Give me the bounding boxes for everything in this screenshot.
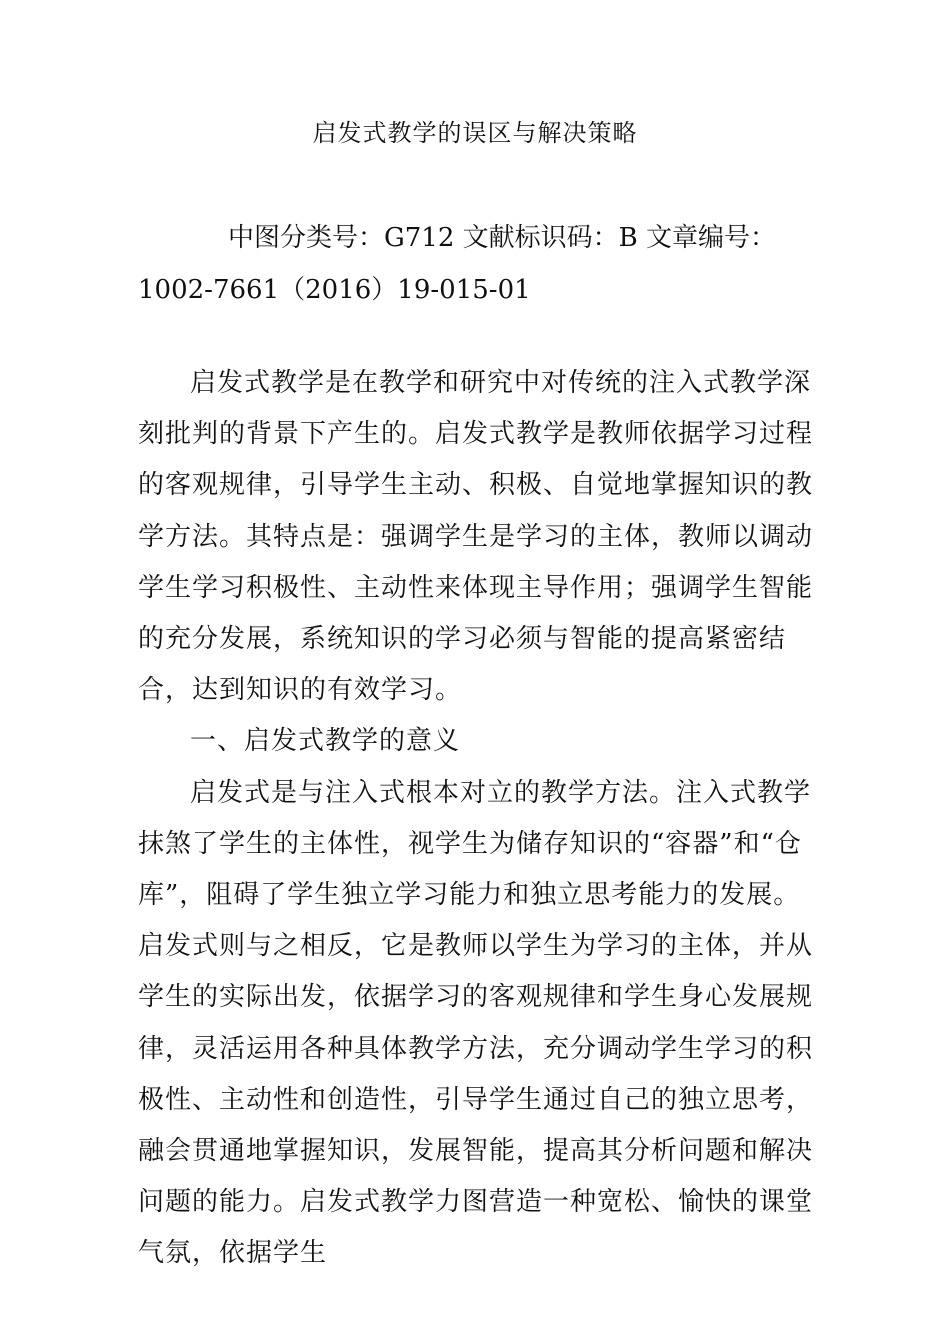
- paragraph-intro: 启发式教学是在教学和研究中对传统的注入式教学深刻批判的背景下产生的。启发式教学是教师依据学习过程的客观规律，引导学生主动、积极、自觉地掌握知识的教学方法。其特点是：强调学生是学习的主体，教师以调动学生学习积极性、主动性来体现主导作用；强调学生智能的充分发展，系统知识的学习必须与智能的提高紧密结合，达到知识的有效学习。: [138, 368, 814, 706]
- paragraph-section-1: 启发式是与注入式根本对立的教学方法。注入式教学抹煞了学生的主体性，视学生为储存知识的“容器”和“仓库”，阻碍了学生独立学习能力和独立思考能力的发展。启发式则与之相反，它是教师以学生为学习的主体，并从学生的实际出发，依据学习的客观规律和学生身心发展规律，灵活运用各种具体教学方法，充分调动学生学习的积极性、主动性和创造性，引导学生通过自己的独立思考，融会贯通地掌握知识，发展智能，提高其分析问题和解决问题的能力。启发式教学力图营造一种宽松、愉快的课堂气氛，依据学生: [138, 777, 814, 1269]
- section-heading-1: 一、启发式教学的意义: [190, 726, 461, 757]
- classification-info: [138, 212, 818, 316]
- document-title: 启发式教学的误区与解决策略: [312, 119, 638, 147]
- document-body: [138, 358, 818, 1280]
- classification-line-1: 中图分类号：G712 文献标识码：B 文章编号：: [228, 223, 777, 253]
- classification-line-2: 1002-7661（2016）19-015-01: [138, 275, 531, 305]
